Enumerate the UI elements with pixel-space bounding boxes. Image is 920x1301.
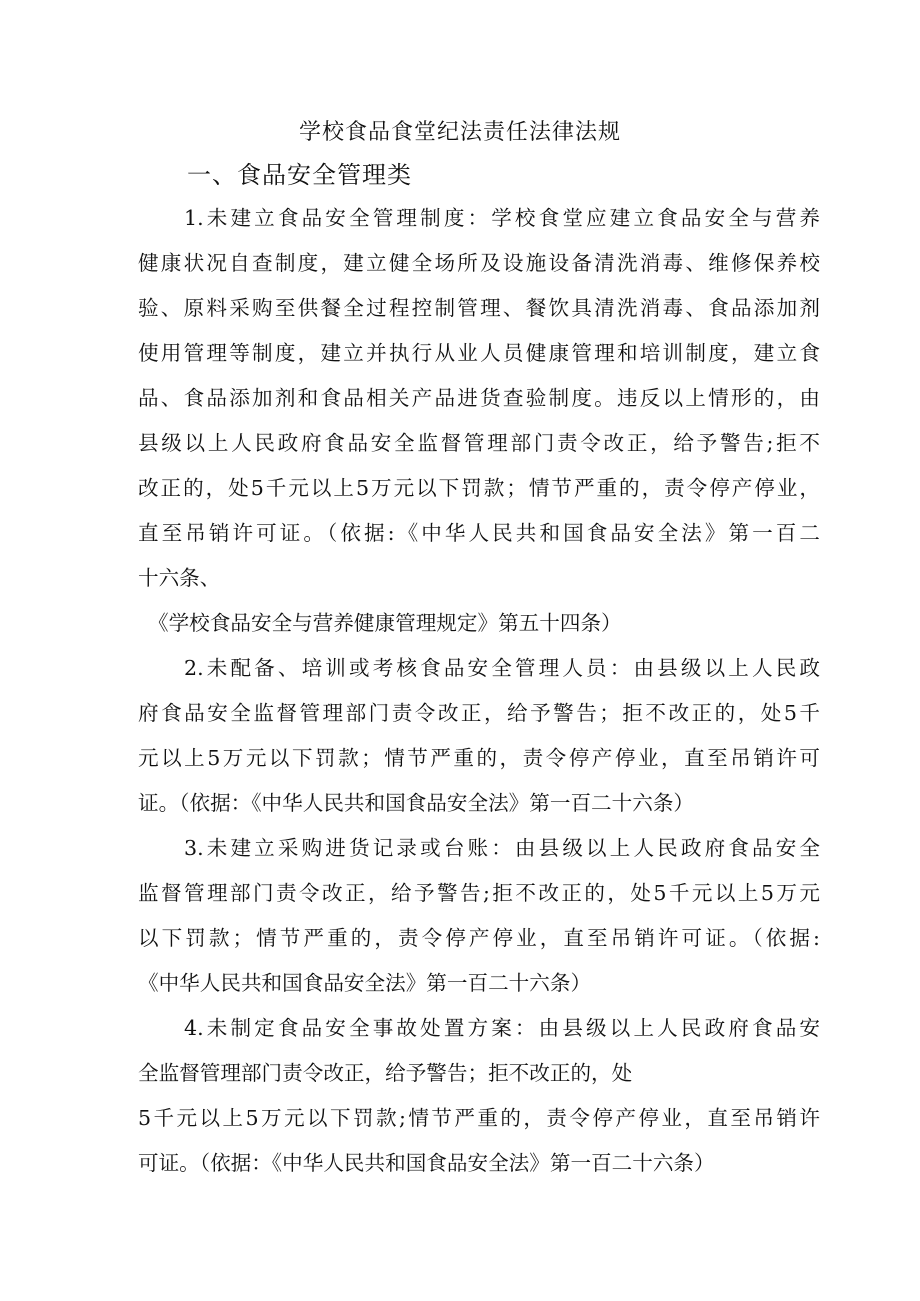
section-heading: 一、食品安全管理类 — [187, 161, 412, 189]
paragraph-3-line-2: 监督管理部门责令改正，给予警告;拒不改正的，处5千元以上5万元 — [138, 881, 820, 905]
paragraph-3-line-4: 《中华人民共和国食品安全法》第一百二十六条） — [138, 971, 592, 995]
paragraph-3-line-3: 以下罚款；情节严重的，责令停产停业，直至吊销许可证。（依据: — [138, 926, 820, 950]
paragraph-2-line-4: 证。（依据：《中华人民共和国食品安全法》第一百二十六条） — [138, 791, 695, 815]
paragraph-4-line-4: 可证。（依据：《中华人民共和国食品安全法》第一百二十六条） — [138, 1151, 715, 1175]
paragraph-1-line-8: 直至吊销许可证。（依据:《中华人民共和国食品安全法》第一百二 — [138, 521, 820, 545]
paragraph-1-line-5: 品、食品添加剂和食品相关产品进货查验制度。违反以上情形的，由 — [138, 386, 820, 410]
paragraph-1-line-3: 验、原料采购至供餐全过程控制管理、餐饮具清洗消毒、食品添加剂 — [138, 296, 820, 320]
paragraph-2-line-1: 2.未配备、培训或考核食品安全管理人员：由县级以上人民政 — [184, 656, 820, 680]
paragraph-2-line-3: 元以上5万元以下罚款；情节严重的，责令停产停业，直至吊销许可 — [138, 746, 820, 770]
paragraph-1-line-1: 1.未建立食品安全管理制度：学校食堂应建立食品安全与营养 — [184, 206, 820, 230]
paragraph-4-line-3: 5千元以上5万元以下罚款;情节严重的，责令停产停业，直至吊销许 — [138, 1106, 820, 1130]
paragraph-4-line-2: 全监督管理部门责令改正，给予警告；拒不改正的，处 — [138, 1061, 633, 1085]
paragraph-1-line-7: 改正的，处5千元以上5万元以下罚款；情节严重的，责令停产停业， — [138, 476, 820, 500]
paragraph-1-line-10: 《学校食品安全与营养健康管理规定》第五十四条） — [148, 611, 622, 635]
paragraph-3-line-1: 3.未建立采购进货记录或台账：由县级以上人民政府食品安全 — [184, 836, 820, 860]
paragraph-1-line-6: 县级以上人民政府食品安全监督管理部门责令改正，给予警告;拒不 — [138, 431, 820, 455]
paragraph-1-line-2: 健康状况自查制度，建立健全场所及设施设备清洗消毒、维修保养校 — [138, 251, 820, 275]
paragraph-4-line-1: 4.未制定食品安全事故处置方案：由县级以上人民政府食品安 — [184, 1016, 820, 1040]
page-title: 学校食品食堂纪法责任法律法规 — [298, 120, 621, 145]
paragraph-1-line-9: 十六条、 — [138, 566, 221, 590]
paragraph-2-line-2: 府食品安全监督管理部门责令改正，给予警告；拒不改正的，处5千 — [138, 701, 820, 725]
paragraph-1-line-4: 使用管理等制度，建立并执行从业人员健康管理和培训制度，建立食 — [138, 341, 820, 365]
